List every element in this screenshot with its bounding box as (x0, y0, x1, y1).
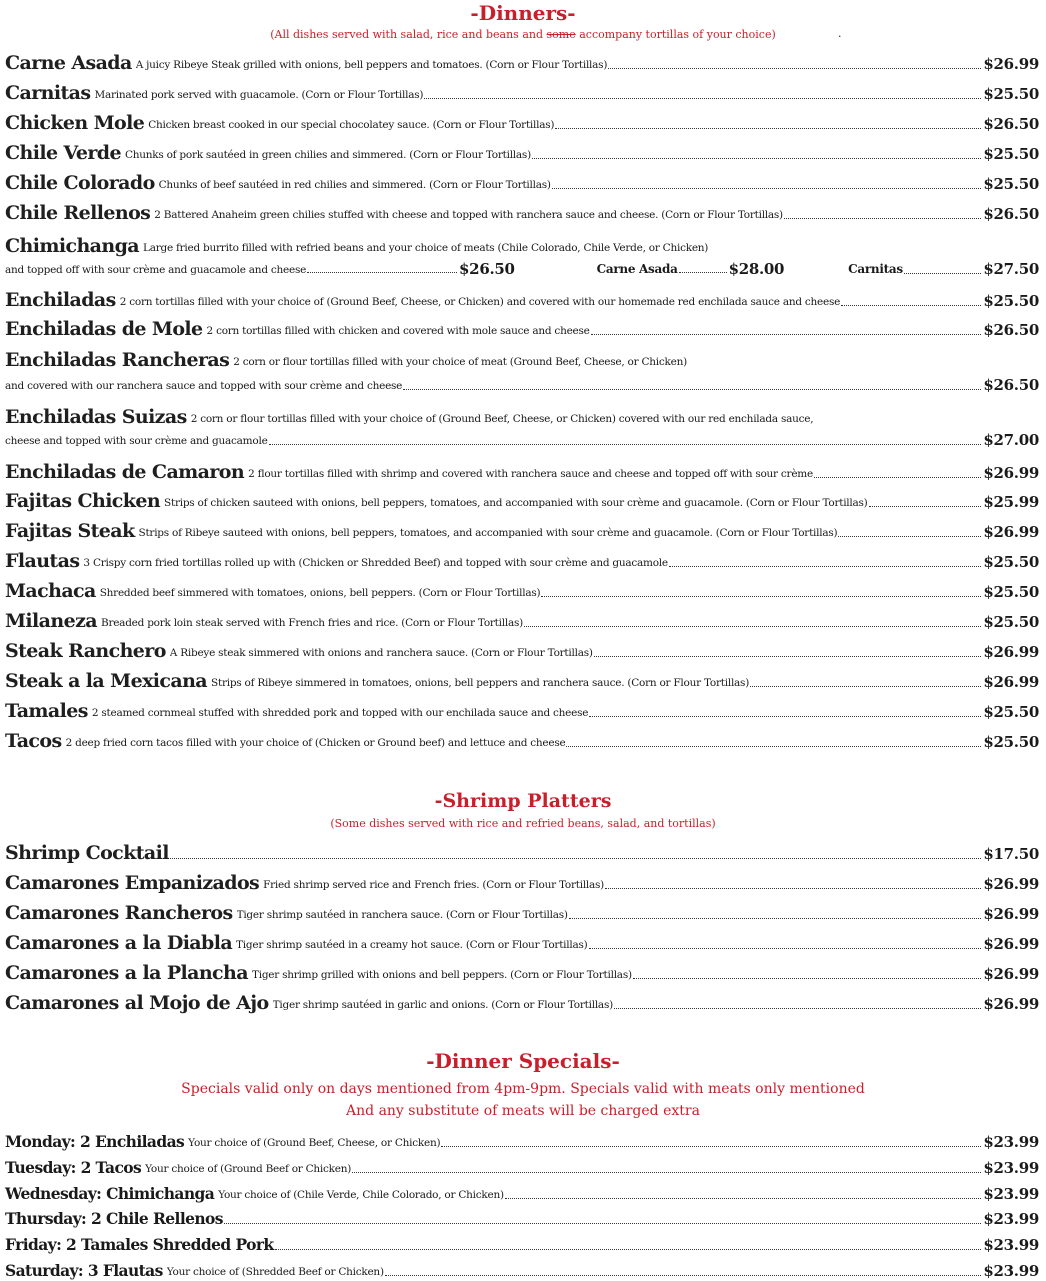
dot-leader (605, 887, 981, 889)
menu-item (5, 1150, 1039, 1178)
menu-item (5, 1124, 1039, 1152)
dot-leader (505, 1197, 982, 1199)
item-name: Milaneza (5, 610, 97, 632)
menu-item (5, 836, 1039, 864)
item-price: $25.50 (983, 613, 1039, 631)
dot-leader (614, 1007, 981, 1009)
item-name: Thursday: 2 Chile Rellenos (5, 1209, 223, 1228)
menu-item (5, 1253, 1039, 1281)
menu-item (5, 106, 1039, 134)
item-price: $26.50 (459, 260, 515, 278)
menu-item (5, 283, 1039, 311)
item-name: Enchiladas Rancheras (5, 349, 230, 371)
menu-item (5, 1227, 1039, 1255)
item-name: Carne Asada (5, 52, 132, 74)
item-price: $26.50 (983, 321, 1039, 339)
item-price: $27.00 (983, 431, 1039, 449)
item-price: $26.99 (983, 965, 1039, 983)
item-price: $25.50 (983, 583, 1039, 601)
item-name: Enchiladas (5, 289, 116, 311)
menu-item (5, 926, 1039, 954)
menu-item (5, 136, 1039, 164)
item-name: Chile Rellenos (5, 202, 151, 224)
menu-item (5, 46, 1039, 74)
menu-item (5, 1201, 1039, 1229)
item-name: Chimichanga (5, 235, 139, 257)
dot-leader (904, 272, 982, 274)
item-name: Camarones Rancheros (5, 902, 233, 924)
item-desc: A Ribeye steak simmered with onions and ranchera sauce. (Corn or Flour Tortillas) (169, 647, 593, 659)
item-desc: 2 corn or flour tortillas filled with your choice of (Ground Beef, Cheese, or Chicken) covered with our red enchilada sauce, (190, 413, 814, 425)
dot-leader (441, 1145, 981, 1147)
item-desc: and covered with our ranchera sauce and topped with sour crème and cheese (5, 380, 403, 392)
item-desc: 2 corn tortillas filled with chicken and covered with mole sauce and cheese (206, 325, 590, 337)
item-desc: 2 steamed cornmeal stuffed with shredded pork and topped with our enchilada sauce and cheese (91, 707, 589, 719)
dot-leader (750, 685, 981, 687)
dot-leader (555, 127, 981, 129)
menu-item-chimichanga-prices (5, 255, 1039, 279)
item-desc: Strips of Ribeye sauteed with onions, bell peppers, tomatoes, and accompanied with sour crème and guacamole. (Corn or Flour Tortillas) (138, 527, 838, 539)
item-desc: A juicy Ribeye Steak grilled with onions, bell peppers and tomatoes. (Corn or Flour Tortillas) (135, 59, 608, 71)
item-name: Tacos (5, 730, 62, 752)
alt-price: $27.50 (983, 260, 1039, 278)
menu-item-enchiladas-suizas (5, 400, 1039, 428)
item-price: $26.99 (983, 935, 1039, 953)
item-desc: Tiger shrimp sautéed in garlic and onions. (Corn or Flour Tortillas) (272, 999, 613, 1011)
item-name: Machaca (5, 580, 96, 602)
menu-item (5, 574, 1039, 602)
dot-leader (170, 857, 982, 859)
dot-leader (552, 187, 982, 189)
item-price: $25.99 (983, 493, 1039, 511)
menu-item-enchiladas-rancheras-line2 (5, 371, 1039, 395)
item-price: $17.50 (983, 845, 1039, 863)
menu-item (5, 166, 1039, 194)
item-name: Chile Verde (5, 142, 121, 164)
menu-item (5, 604, 1039, 632)
menu-item (5, 544, 1039, 572)
menu-item (5, 664, 1039, 692)
dinners-note: (All dishes served with salad, rice and beans and some accompany tortillas of your choice) (270, 28, 776, 41)
item-name: Shrimp Cocktail (5, 842, 169, 864)
dot-leader (869, 505, 982, 507)
menu-item-enchiladas-rancheras (5, 343, 1039, 371)
menu-item (5, 196, 1039, 224)
shrimp-title: -Shrimp Platters (434, 790, 612, 812)
menu-item (5, 76, 1039, 104)
dot-leader (403, 388, 981, 390)
dot-leader (594, 655, 982, 657)
item-price: $26.99 (983, 995, 1039, 1013)
item-desc: Your choice of (Ground Beef or Chicken) (145, 1163, 352, 1175)
item-name: Enchiladas de Mole (5, 318, 203, 340)
dot-leader (569, 917, 982, 919)
item-name: Carnitas (5, 82, 91, 104)
item-price: $26.99 (983, 464, 1039, 482)
dot-leader (608, 67, 981, 69)
item-price: $25.50 (983, 733, 1039, 751)
item-desc: Strips of chicken sauteed with onions, bell peppers, tomatoes, and accompanied with sour crème and guacamole. (Corn or Flour Tortillas) (164, 497, 868, 509)
item-desc: Your choice of (Chile Verde, Chile Colorado, or Chicken) (218, 1189, 504, 1201)
item-desc: 2 corn or flour tortillas filled with your choice of meat (Ground Beef, Cheese, or Chicken) (233, 356, 687, 368)
dot-leader (838, 535, 981, 537)
item-name: Camarones a la Plancha (5, 962, 248, 984)
item-name: Chicken Mole (5, 112, 145, 134)
item-name: Wednesday: Chimichanga (5, 1184, 215, 1203)
item-name: Fajitas Steak (5, 520, 135, 542)
item-price: $26.50 (983, 115, 1039, 133)
menu-item-enchiladas-suizas-line2 (5, 426, 1039, 450)
item-desc: 2 deep fried corn tacos filled with your choice of (Chicken or Ground beef) and lettuce and cheese (65, 737, 566, 749)
menu-item (5, 312, 1039, 340)
alt-label: Carnitas (848, 262, 903, 276)
item-desc: Shredded beef simmered with tomatoes, onions, bell peppers. (Corn or Flour Tortillas) (99, 587, 541, 599)
item-name: Fajitas Chicken (5, 490, 161, 512)
item-name: Tamales (5, 700, 88, 722)
menu-item (5, 634, 1039, 662)
item-price: $23.99 (983, 1210, 1039, 1228)
dot-leader (566, 745, 981, 747)
dot-leader (424, 97, 981, 99)
alt-price: $28.00 (728, 260, 785, 278)
item-name: Chile Colorado (5, 172, 155, 194)
item-desc: Breaded pork loin steak served with French fries and rice. (Corn or Flour Tortillas) (100, 617, 523, 629)
stray-dot: . (838, 27, 842, 40)
item-price: $26.99 (983, 875, 1039, 893)
dot-leader (307, 271, 457, 273)
dot-leader (385, 1274, 982, 1276)
item-price: $25.50 (983, 553, 1039, 571)
dot-leader (532, 157, 981, 159)
item-price: $26.50 (983, 205, 1039, 223)
dot-leader (524, 625, 981, 627)
item-name: Camarones Empanizados (5, 872, 260, 894)
menu-item (5, 866, 1039, 894)
menu-item (5, 455, 1039, 483)
item-desc: Strips of Ribeye simmered in tomatoes, onions, bell peppers and ranchera sauce. (Corn or Flour Tortillas) (211, 677, 750, 689)
item-price: $25.50 (983, 292, 1039, 310)
item-price: $25.50 (983, 145, 1039, 163)
alt-label: Carne Asada (596, 262, 678, 276)
dot-leader (224, 1222, 981, 1224)
item-desc: Fried shrimp served rice and French fries. (Corn or Flour Tortillas) (263, 879, 605, 891)
dot-leader (814, 476, 981, 478)
item-desc: Chicken breast cooked in our special chocolatey sauce. (Corn or Flour Tortillas) (148, 119, 555, 131)
item-desc: 2 corn tortillas filled with your choice of (Ground Beef, Cheese, or Chicken) and covered with our homemade red enchilada sauce and cheese (119, 296, 841, 308)
dot-leader (591, 333, 982, 335)
menu-item (5, 956, 1039, 984)
menu-item (5, 724, 1039, 752)
dot-leader (275, 1248, 982, 1250)
menu-item-chimichanga (5, 229, 1039, 257)
item-desc: Chunks of beef sautéed in red chilies and simmered. (Corn or Flour Tortillas) (158, 179, 551, 191)
item-name: Monday: 2 Enchiladas (5, 1132, 185, 1151)
item-name: Enchiladas de Camaron (5, 461, 245, 483)
item-price: $23.99 (983, 1236, 1039, 1254)
item-price: $23.99 (983, 1159, 1039, 1177)
dot-leader (541, 595, 981, 597)
item-price: $23.99 (983, 1133, 1039, 1151)
item-price: $25.50 (983, 703, 1039, 721)
item-price: $25.50 (983, 175, 1039, 193)
shrimp-note: (Some dishes served with rice and refried beans, salad, and tortillas) (330, 817, 716, 830)
item-name: Camarones a la Diabla (5, 932, 233, 954)
item-desc: and topped off with sour crème and guacamole and cheese (5, 264, 307, 276)
item-desc: Tiger shrimp sautéed in ranchera sauce. (Corn or Flour Tortillas) (236, 909, 568, 921)
item-desc: Marinated pork served with guacamole. (Corn or Flour Tortillas) (94, 89, 424, 101)
item-price: $26.99 (983, 55, 1039, 73)
item-desc: Large fried burrito filled with refried beans and your choice of meats (Chile Colorado, Chile Verde, or Chicken) (142, 242, 709, 254)
item-name: Tuesday: 2 Tacos (5, 1158, 142, 1177)
dot-leader (352, 1171, 981, 1173)
menu-item (5, 694, 1039, 722)
item-name: Saturday: 3 Flautas (5, 1261, 163, 1280)
item-name: Steak a la Mexicana (5, 670, 208, 692)
menu-item (5, 1176, 1039, 1204)
item-price: $26.99 (983, 643, 1039, 661)
item-desc: Your choice of (Shredded Beef or Chicken) (166, 1266, 384, 1278)
item-desc: Chunks of pork sautéed in green chilies and simmered. (Corn or Flour Tortillas) (124, 149, 531, 161)
menu-item (5, 986, 1039, 1014)
item-name: Flautas (5, 550, 80, 572)
menu-item (5, 484, 1039, 512)
item-desc: 2 Battered Anaheim green chilies stuffed with cheese and topped with ranchera sauce and cheese. (Corn or Flour Tortillas) (154, 209, 783, 221)
item-desc: 3 Crispy corn fried tortillas rolled up with (Chicken or Shredded Beef) and topped with sour crème and guacamole (83, 557, 668, 569)
dot-leader (589, 715, 981, 717)
menu-item (5, 514, 1039, 542)
dot-leader (679, 271, 727, 273)
item-price: $23.99 (983, 1185, 1039, 1203)
item-price: $23.99 (983, 1262, 1039, 1280)
item-price: $25.50 (983, 85, 1039, 103)
item-price: $26.99 (983, 523, 1039, 541)
item-price: $26.99 (983, 905, 1039, 923)
item-name: Camarones al Mojo de Ajo (5, 992, 269, 1014)
item-name: Friday: 2 Tamales Shredded Pork (5, 1235, 274, 1254)
dinners-title: -Dinners- (470, 1, 576, 25)
item-desc: Your choice of (Ground Beef, Cheese, or Chicken) (188, 1137, 441, 1149)
dot-leader (589, 947, 982, 949)
specials-title: -Dinner Specials- (426, 1049, 620, 1073)
item-desc: cheese and topped with sour crème and guacamole (5, 435, 268, 447)
dot-leader (633, 977, 982, 979)
specials-note-2: And any substitute of meats will be charged extra (346, 1103, 700, 1119)
item-name: Steak Ranchero (5, 640, 166, 662)
dot-leader (269, 443, 982, 445)
item-desc: Tiger shrimp sautéed in a creamy hot sauce. (Corn or Flour Tortillas) (236, 939, 588, 951)
item-desc: Tiger shrimp grilled with onions and bell peppers. (Corn or Flour Tortillas) (251, 969, 632, 981)
dot-leader (784, 217, 981, 219)
item-desc: 2 flour tortillas filled with shrimp and covered with ranchera sauce and cheese and topped off with sour crème (248, 468, 813, 480)
item-name: Enchiladas Suizas (5, 406, 187, 428)
dot-leader (669, 565, 982, 567)
dot-leader (841, 304, 981, 306)
item-price: $26.50 (983, 376, 1039, 394)
item-price: $26.99 (983, 673, 1039, 691)
menu-item (5, 896, 1039, 924)
specials-note-1: Specials valid only on days mentioned from 4pm-9pm. Specials valid with meats only mentioned (181, 1081, 865, 1097)
